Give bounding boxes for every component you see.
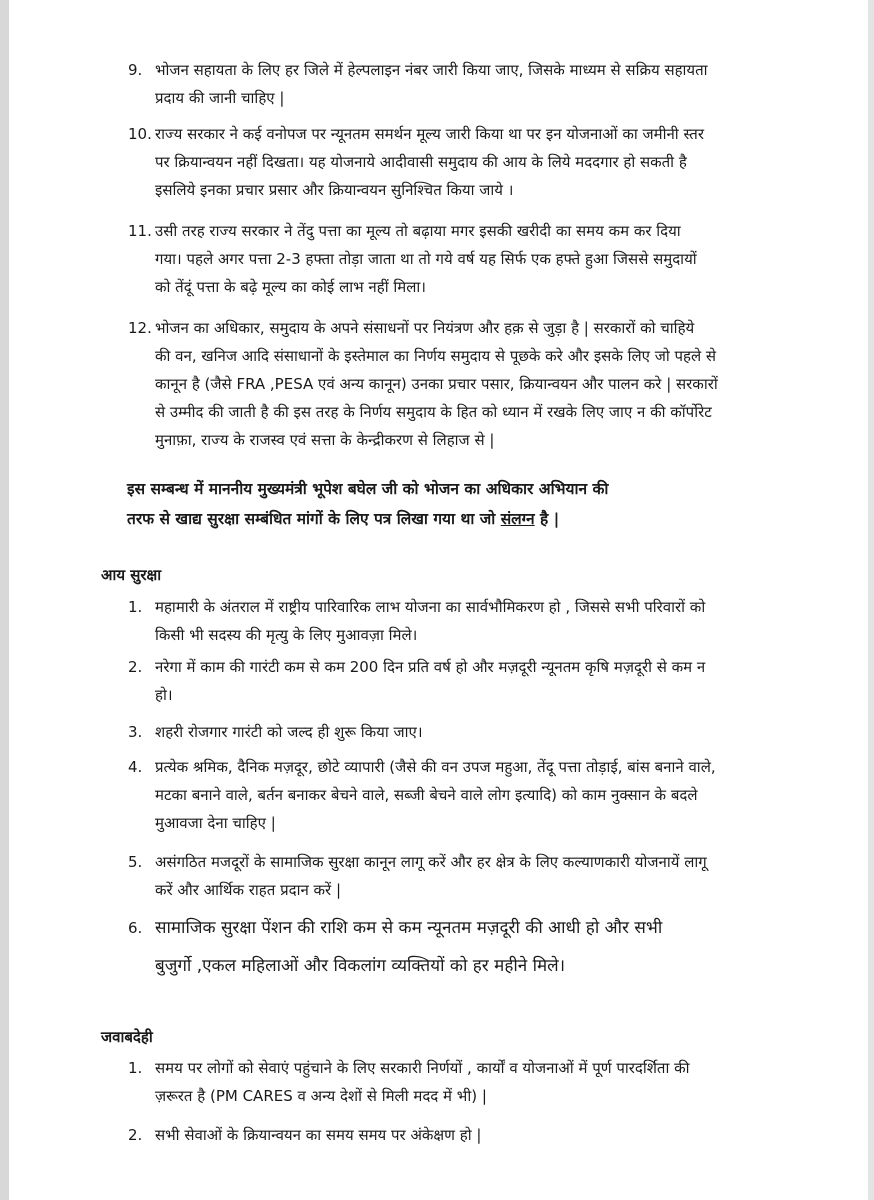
item-text-line: समय पर लोगों को सेवाएं पहुंचाने के लिए सरकारी निर्णयों , कार्यों व योजनाओं में पूर्ण पारदर्शिता की: [155, 1059, 690, 1077]
item-number: 10.: [128, 125, 152, 143]
attachment-note: [127, 474, 757, 534]
item-text-line: से उम्मीद की जाती है की इस तरह के निर्णय समुदाय के हित को ध्यान में रखके लिए जाए न की कॉर्पोरेट: [155, 403, 712, 421]
item-text-line: की वन, खनिज आदि संसाधानों के इस्तेमाल का निर्णय समुदाय से पूछके करे और इसके लिए जो पहले से: [155, 347, 717, 365]
item-text-line: हो।: [155, 686, 173, 704]
item-text-line: कानून है (जैसे FRA ,PESA एवं अन्य कानून) उनका प्रचार पसार, क्रियान्वयन और पालन करे | सरकारों: [155, 375, 718, 393]
item-number: 1.: [128, 1059, 143, 1077]
section-heading-income: आय सुरक्षा: [101, 566, 162, 584]
item-number: 2.: [128, 658, 143, 676]
item-text-line: नरेगा में काम की गारंटी कम से कम 200 दिन प्रति वर्ष हो और मज़दूरी न्यूनतम कृषि मज़दूरी से कम न: [155, 658, 706, 676]
item-text-line: गया। पहले अगर पत्ता 2-3 हफ्ता तोड़ा जाता था तो गये वर्ष यह सिर्फ एक हफ्ते हुआ जिससे समुदायों: [155, 250, 697, 268]
section-heading-accountability: जवाबदेही: [101, 1028, 153, 1046]
item-number: 9.: [128, 61, 143, 79]
item-text-line: शहरी रोजगार गारंटी को जल्द ही शुरू किया जाए।: [155, 723, 423, 741]
item-text-line: भोजन सहायता के लिए हर जिले में हेल्पलाइन नंबर जारी किया जाए, जिसके माध्यम से सक्रिय सहायता: [155, 61, 708, 79]
item-text-line: करें और आर्थिक राहत प्रदान करें |: [155, 881, 342, 899]
item-number: 2.: [128, 1126, 143, 1144]
attached-link[interactable]: संलग्न: [500, 510, 535, 528]
item-text-line: महामारी के अंतराल में राष्ट्रीय पारिवारिक लाभ योजना का सार्वभौमिकरण हो , जिससे सभी परिवारों को: [155, 598, 706, 616]
item-text-line: सामाजिक सुरक्षा पेंशन की राशि कम से कम न्यूनतम मज़दूरी की आधी हो और सभी: [155, 918, 663, 938]
item-number: 5.: [128, 853, 143, 871]
note-text: है |: [534, 510, 560, 528]
item-text-line: मुनाफ़ा, राज्य के राजस्व एवं सत्ता के केन्द्रीकरण से लिहाज से |: [155, 431, 495, 449]
item-text-line: सभी सेवाओं के क्रियान्वयन का समय समय पर अंकेक्षण हो |: [155, 1126, 482, 1144]
item-text-line: प्रत्येक श्रमिक, दैनिक मज़दूर, छोटे व्यापारी (जैसे की वन उपज महुआ, तेंदू पत्ता तोड़ाई, बांस बनाने वाले,: [155, 758, 716, 776]
item-number: 12.: [128, 319, 152, 337]
item-text-line: बुजुर्गो ,एकल महिलाओं और विकलांग व्यक्तियों को हर महीने मिले।: [155, 956, 566, 976]
item-text-line: ज़रूरत है (PM CARES व अन्य देशों से मिली मदद में भी) |: [155, 1087, 487, 1105]
note-line: इस सम्बन्ध में माननीय मुख्यमंत्री भूपेश बघेल जी को भोजन का अधिकार अभियान की: [127, 480, 609, 498]
item-number: 11.: [128, 222, 152, 240]
item-text-line: पर क्रियान्वयन नहीं दिखता। यह योजनाये आदीवासी समुदाय की आय के लिये मददगार हो सकती है: [155, 153, 687, 171]
item-number: 6.: [128, 919, 143, 937]
item-text-line: राज्य सरकार ने कई वनोपज पर न्यूनतम समर्थन मूल्य जारी किया था पर इन योजनाओं का जमीनी स्तर: [155, 125, 704, 143]
note-text: तरफ से खाद्य सुरक्षा सम्बंधित मांगों के लिए पत्र लिखा गया था जो: [127, 510, 501, 528]
note-line: [127, 504, 757, 534]
item-text-line: को तेंदूं पत्ता के बढ़े मूल्य का कोई लाभ नहीं मिला।: [155, 278, 426, 296]
item-text-line: मुआवजा देना चाहिए |: [155, 814, 276, 832]
item-number: 4.: [128, 758, 143, 776]
item-text-line: भोजन का अधिकार, समुदाय के अपने संसाधनों पर नियंत्रण और हक़ से जुड़ा है | सरकारों को चाहिये: [155, 319, 695, 337]
item-text-line: उसी तरह राज्य सरकार ने तेंदु पत्ता का मूल्य तो बढ़ाया मगर इसकी खरीदी का समय कम कर दिया: [155, 222, 681, 240]
item-number: 1.: [128, 598, 143, 616]
item-number: 3.: [128, 723, 143, 741]
item-text-line: प्रदाय की जानी चाहिए |: [155, 89, 285, 107]
item-text-line: किसी भी सदस्य की मृत्यु के लिए मुआवज़ा मिले।: [155, 626, 418, 644]
item-text-line: असंगठित मजदूरों के सामाजिक सुरक्षा कानून लागू करें और हर क्षेत्र के लिए कल्याणकारी योजनायें लागू: [155, 853, 707, 871]
item-text-line: इसलिये इनका प्रचार प्रसार और क्रियान्वयन सुनिश्चित किया जाये ।: [155, 181, 514, 199]
item-text-line: मटका बनाने वाले, बर्तन बनाकर बेचने वाले, सब्जी बेचने वाले लोग इत्यादि) को काम नुक्सान के बदले: [155, 786, 698, 804]
